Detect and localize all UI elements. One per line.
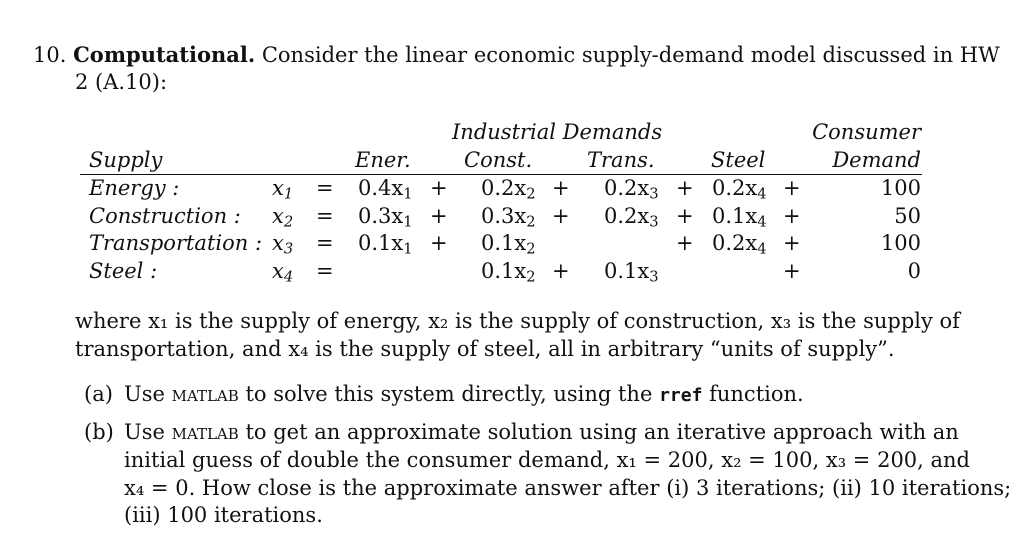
part-a-text: Use matlab to solve this system directly, using the rref function. (124, 382, 804, 406)
matlab-word: matlab (171, 382, 239, 406)
col-steel-header: Steel (711, 148, 766, 172)
row-label-transportation: Transportation : (89, 231, 263, 255)
row-demand: 0 (907, 259, 921, 283)
row-var: $x_2$ (272, 204, 294, 231)
consumer-demand-header: Demand (832, 148, 921, 172)
where-line2: transportation, and x₄ is the supply of steel, all in arbitrary “units of supply”. (75, 337, 895, 361)
col-trans-header: Trans. (587, 148, 655, 172)
row-trans: $0.1x_3$ (604, 259, 659, 286)
row-plus: + (783, 259, 801, 283)
row-trans: $0.2x_3$ (604, 204, 659, 231)
row-ener: $0.4x_1$ (358, 176, 413, 203)
part-b-line1: Use matlab to get an approximate solution using an iterative approach with an (124, 420, 959, 444)
row-eq: = (316, 259, 334, 283)
row-label-construction: Construction : (89, 204, 241, 228)
part-b-line3: x₄ = 0. How close is the approximate answer after (i) 3 iterations; (ii) 10 iterations; (124, 476, 1012, 500)
row-const: $0.1x_2$ (481, 231, 536, 258)
row-ener: $0.3x_1$ (358, 204, 413, 231)
row-steel: $0.2x_4$ (712, 176, 767, 203)
consumer-header: Consumer (812, 120, 921, 144)
row-plus: + (430, 231, 448, 255)
row-const: $0.2x_2$ (481, 176, 536, 203)
row-plus: + (430, 204, 448, 228)
header-rule (80, 174, 922, 175)
row-plus: + (783, 231, 801, 255)
row-plus: + (552, 259, 570, 283)
part-b-label: (b) (84, 420, 114, 444)
problem-label: Computational. (73, 42, 256, 67)
row-demand: 50 (894, 204, 921, 228)
problem-intro-line2: 2 (A.10): (75, 70, 168, 94)
problem-number: 10. (33, 43, 67, 67)
row-plus: + (783, 176, 801, 200)
row-const: $0.3x_2$ (481, 204, 536, 231)
row-plus: + (552, 176, 570, 200)
row-var: $x_4$ (272, 259, 294, 286)
row-trans: $0.2x_3$ (604, 176, 659, 203)
row-eq: = (316, 204, 334, 228)
row-const: $0.1x_2$ (481, 259, 536, 286)
problem-heading-line1 (33, 44, 1000, 66)
row-plus: + (552, 204, 570, 228)
row-ener: $0.1x_1$ (358, 231, 413, 258)
row-eq: = (316, 176, 334, 200)
row-plus: + (676, 176, 694, 200)
col-supply-header: Supply (89, 148, 163, 172)
row-label-energy: Energy : (89, 176, 180, 200)
row-demand: 100 (880, 176, 921, 200)
col-const-header: Const. (464, 148, 533, 172)
row-demand: 100 (880, 231, 921, 255)
matlab-word: matlab (171, 420, 239, 444)
row-plus: + (676, 204, 694, 228)
col-ener-header: Ener. (355, 148, 411, 172)
part-a-label: (a) (84, 382, 113, 406)
row-eq: = (316, 231, 334, 255)
row-label-steel: Steel : (89, 259, 158, 283)
row-plus: + (676, 231, 694, 255)
part-b-line4: (iii) 100 iterations. (124, 503, 323, 527)
row-plus: + (430, 176, 448, 200)
row-steel: $0.2x_4$ (712, 231, 767, 258)
row-var: $x_3$ (272, 231, 294, 258)
row-var: $x_1$ (272, 176, 294, 203)
where-line1: where x₁ is the supply of energy, x₂ is the supply of construction, x₃ is the supply of (75, 309, 960, 333)
row-steel: $0.1x_4$ (712, 204, 767, 231)
part-b-line2: initial guess of double the consumer demand, x₁ = 200, x₂ = 100, x₃ = 200, and (124, 448, 970, 472)
rref-code: rref (659, 385, 703, 406)
row-plus: + (783, 204, 801, 228)
problem-intro: Consider the linear economic supply-demand model discussed in HW (261, 43, 1000, 67)
industrial-demands-header: Industrial Demands (452, 120, 663, 144)
